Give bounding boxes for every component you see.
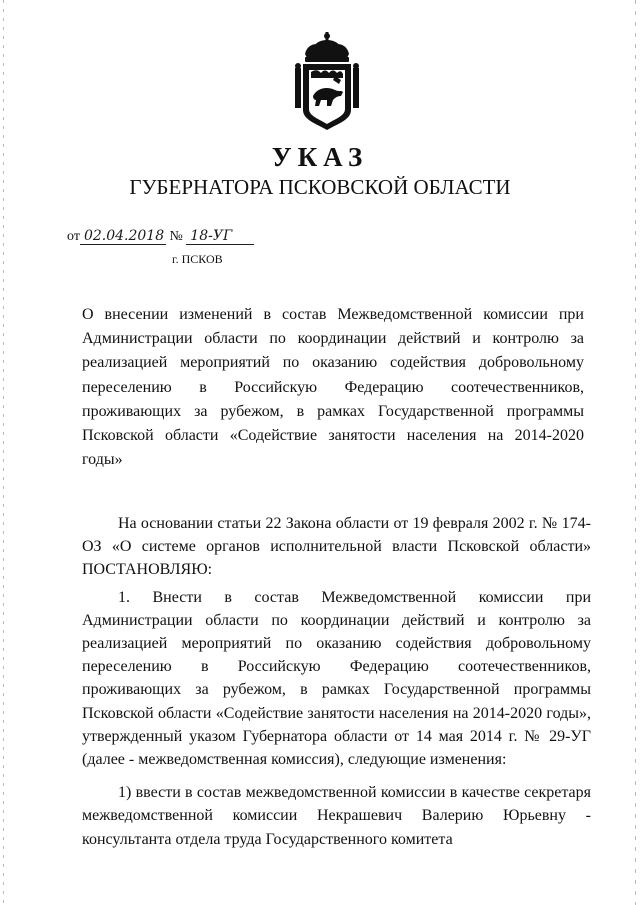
- scan-edge-right: [635, 0, 636, 905]
- decree-city: г. ПСКОВ: [172, 252, 223, 266]
- decree-body: [82, 512, 591, 851]
- decree-title: УКАЗ: [271, 142, 369, 172]
- date-from-label: от: [67, 229, 80, 244]
- preamble-paragraph: На основании статьи 22 Закона области от 19 февраля 2002 г. № 174-ОЗ «О системе органов исполнительной власти Псковской области» ПОСТАНОВЛЯЮ:: [82, 515, 591, 579]
- decree-subject: О внесении изменений в состав Межведомственной комиссии при Администрации области по координации действий и контролю за реализацией мероприятий по оказанию содействия добровольному переселению в Российскую Федерацию соотечественников, проживающих за рубежом, в рамках Государственной программы Псковской области «Содействие занятости населения на 2014-2020 годы»: [82, 306, 584, 469]
- coat-of-arms-emblem: [289, 30, 365, 132]
- subitem-1-paragraph: 1) ввести в состав межведомственной комиссии в качестве секретаря межведомственной комиссии Некрашевич Валерию Юрьевну - консультанта отдела труда Государственного комитета: [82, 784, 591, 848]
- item-1-paragraph: 1. Внести в состав Межведомственной комиссии при Администрации области по координации действий и контролю за реализацией мероприятий по оказанию содействия добровольному переселению в Российскую Федерацию соотечественников, проживающих за рубежом, в рамках Государственной программы Псковской области «Содействие занятости населения на 2014-2020 годы», утвержденный указом Губернатора области от 14 мая 2014 г. № 29-УГ (далее - межведомственная комиссия), следующие изменения:: [82, 588, 591, 769]
- number-label: №: [169, 229, 183, 244]
- scan-edge-left: [3, 0, 4, 905]
- handwritten-number: 18-УГ: [186, 228, 254, 245]
- decree-dateline: [67, 228, 254, 245]
- handwritten-date: 02.04.2018: [80, 228, 166, 245]
- decree-issuer: ГУБЕРНАТОРА ПСКОВСКОЙ ОБЛАСТИ: [129, 175, 511, 199]
